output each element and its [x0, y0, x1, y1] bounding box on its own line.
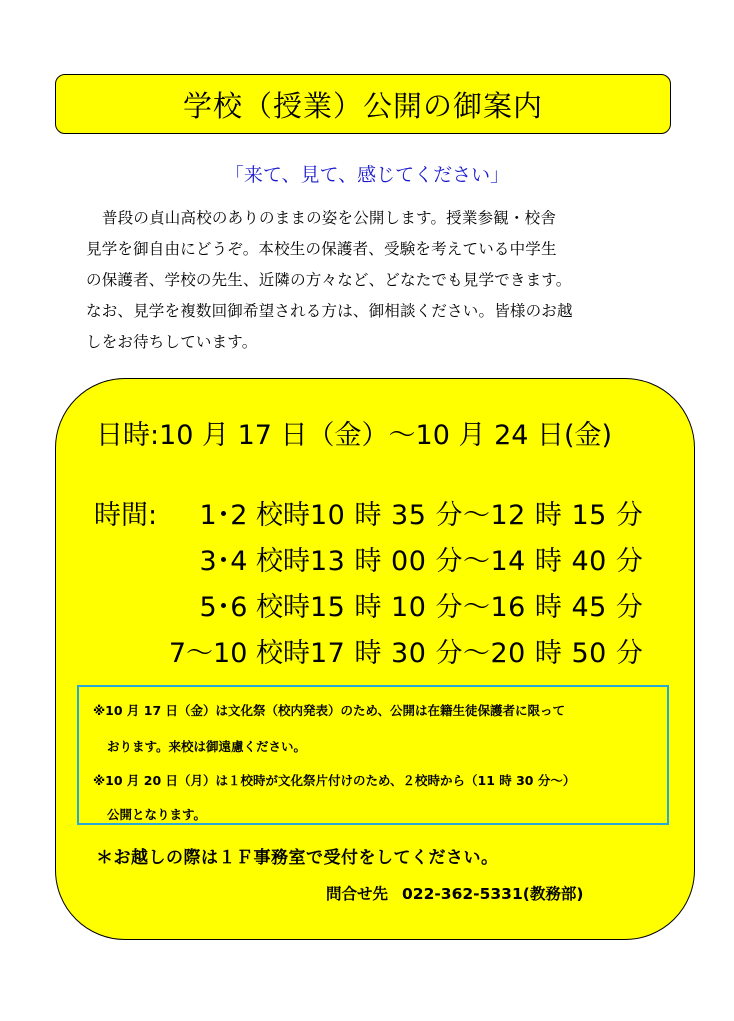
intro-line: しをお待ちしています。: [86, 333, 258, 351]
notes-box: [77, 685, 669, 825]
schedule-panel: [55, 378, 695, 940]
contact-label: 問合せ先: [326, 885, 389, 903]
period-time: 15 時 10 分～16 時 45 分: [310, 592, 644, 623]
page-title: 学校（授業）公開の御案内: [182, 88, 543, 123]
period-label: 7～10 校時: [168, 638, 310, 669]
contact-info: [326, 882, 583, 904]
date-range: 日時:10 月 17 日（金）～10 月 24 日(金): [96, 420, 613, 451]
note-line: ※10 月 20 日（月）は１校時が文化祭片付けのため、２校時から（11 時 30 分～）: [93, 773, 576, 788]
time-label: 時間:: [94, 500, 158, 531]
period-label: 5･6 校時: [199, 592, 310, 623]
note-line: おります。来校は御遠慮ください。: [107, 739, 307, 754]
slogan: 「来て、見て、感じてください」: [224, 164, 510, 186]
contact-phone: 022-362-5331(教務部): [402, 885, 584, 903]
intro-line: 見学を御自由にどうぞ。本校生の保護者、受験を考えている中学生: [86, 240, 557, 258]
period-label: 3･4 校時: [199, 546, 310, 577]
period-time: 10 時 35 分～12 時 15 分: [310, 500, 644, 531]
intro-paragraph: [86, 208, 686, 363]
reception-notice: ＊お越しの際は１Ｆ事務室で受付をしてください。: [96, 848, 499, 868]
intro-line: 普段の貞山高校のありのままの姿を公開します。授業参観・校舎: [102, 209, 557, 227]
period-time: 13 時 00 分～14 時 40 分: [310, 546, 644, 577]
intro-line: なお、見学を複数回御希望される方は、御相談ください。皆様のお越: [86, 302, 573, 320]
period-time: 17 時 30 分～20 時 50 分: [310, 638, 644, 669]
note-line: ※10 月 17 日（金）は文化祭（校内発表）のため、公開は在籍生徒保護者に限って: [93, 703, 565, 718]
note-line: 公開となります。: [107, 807, 207, 822]
intro-line: の保護者、学校の先生、近隣の方々など、どなたでも見学できます。: [86, 271, 572, 289]
title-banner: [55, 74, 671, 134]
period-label: 1･2 校時: [199, 500, 310, 531]
